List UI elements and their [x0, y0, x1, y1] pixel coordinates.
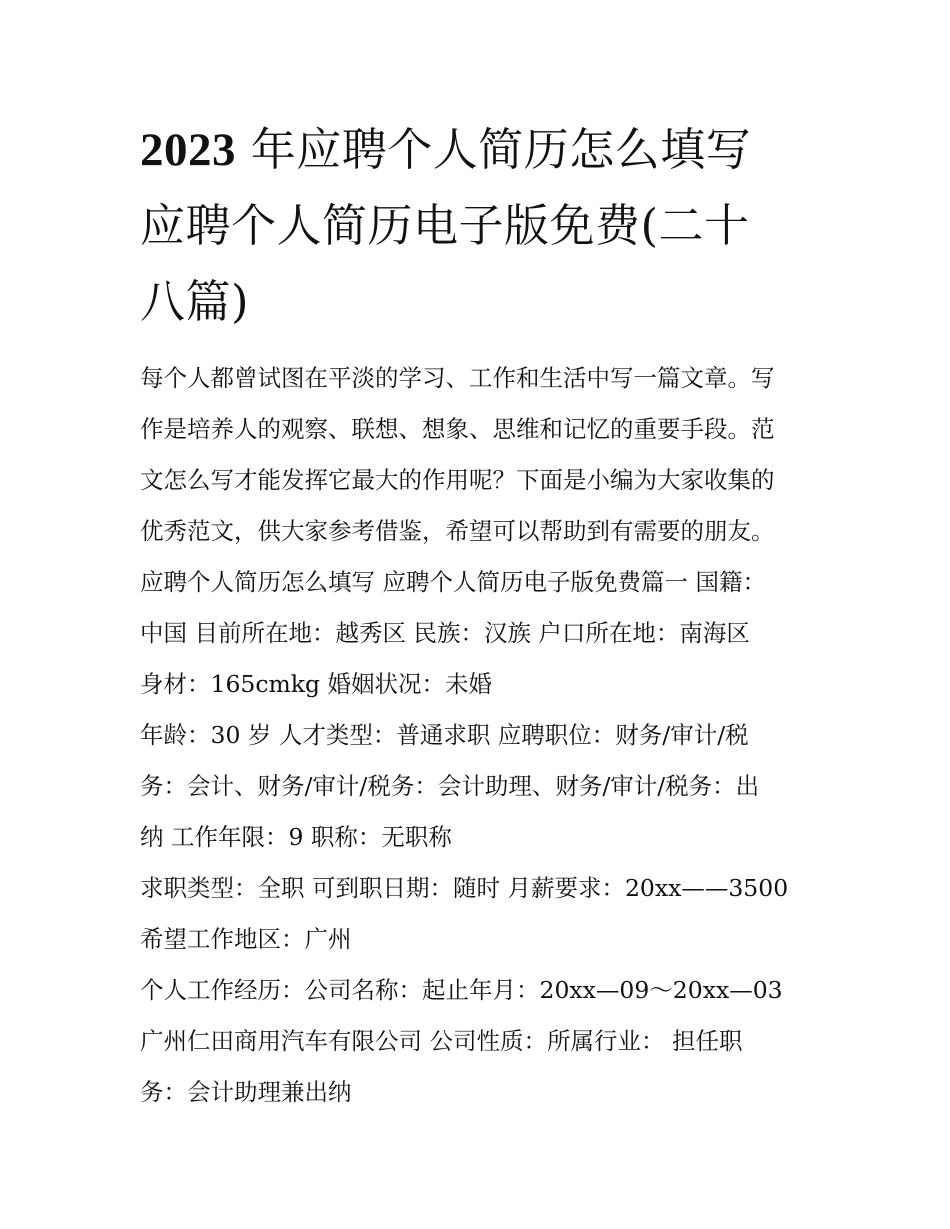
body-line: 文怎么写才能发挥它最大的作用呢？下面是小编为大家收集的: [140, 466, 775, 494]
title-line-3: 八篇): [140, 275, 250, 328]
body-line: 应聘个人简历怎么填写 应聘个人简历电子版免费篇一 国籍：: [140, 568, 766, 596]
body-line: 中国 目前所在地：越秀区 民族：汉族 户口所在地：南海区: [140, 619, 750, 647]
body-line: 纳 工作年限：9 职称：无职称: [140, 823, 452, 851]
body-line: 身材：165cmkg 婚姻状况：未婚: [140, 670, 493, 698]
title-year: 2023: [140, 124, 236, 176]
body-line: 希望工作地区：广州: [140, 925, 352, 953]
body-line: 个人工作经历：公司名称：起止年月：20xx—09～20xx—03: [140, 976, 783, 1004]
title-line-1-text: 年应聘个人简历怎么填写: [236, 123, 752, 176]
body-line: 作是培养人的观察、联想、想象、思维和记忆的重要手段。范: [140, 415, 775, 443]
body-line: 广州仁田商用汽车有限公司 公司性质：所属行业： 担任职: [140, 1027, 743, 1055]
body-line: 求职类型：全职 可到职日期：随时 月薪要求：20xx——3500: [140, 874, 789, 902]
document-body: [140, 353, 820, 1118]
body-line: 务：会计、财务/审计/税务：会计助理、财务/审计/税务：出: [140, 772, 760, 800]
title-line-2: 应聘个人简历电子版免费(二十: [140, 199, 750, 252]
body-line: 年龄：30 岁 人才类型：普通求职 应聘职位：财务/审计/税: [140, 721, 749, 749]
body-line: 务：会计助理兼出纳: [140, 1078, 352, 1106]
body-line: 每个人都曾试图在平淡的学习、工作和生活中写一篇文章。写: [140, 364, 775, 392]
body-line: 优秀范文，供大家参考借鉴，希望可以帮助到有需要的朋友。: [140, 517, 775, 545]
document-title: [140, 112, 820, 340]
title-line-1: [140, 112, 820, 188]
